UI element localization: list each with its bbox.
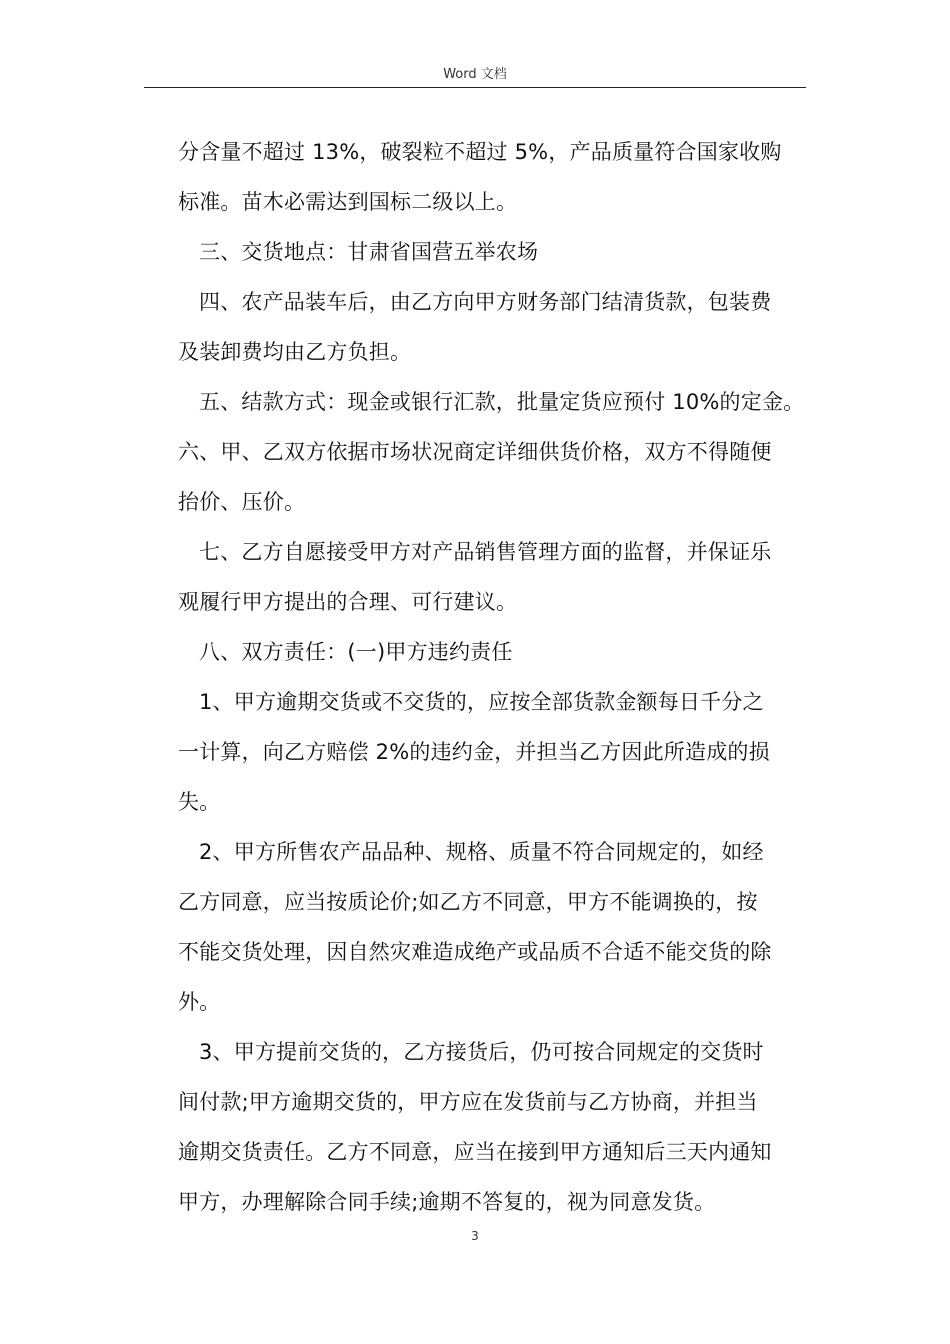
text-line: 分含量不超过 13%，破裂粒不超过 5%，产品质量符合国家收购: [178, 140, 782, 164]
text-line: 及装卸费均由乙方负担。: [178, 340, 412, 364]
text-line: 八、双方责任：(一)甲方违约责任: [199, 640, 513, 664]
text-line: 抬价、压价。: [178, 490, 306, 514]
text-line: 3、甲方提前交货的，乙方接货后，仍可按合同规定的交货时: [199, 1040, 764, 1064]
text-line: 2、甲方所售农产品品种、规格、质量不符合同规定的，如经: [199, 840, 764, 864]
text-line: 标准。苗木必需达到国标二级以上。: [178, 190, 518, 214]
page-header: Word 文档: [443, 67, 507, 82]
text-line: 一计算，向乙方赔偿 2%的违约金，并担当乙方因此所造成的损: [178, 740, 770, 764]
text-line: 失。: [178, 790, 221, 814]
text-line: 六、甲、乙双方依据市场状况商定详细供货价格，双方不得随便: [178, 440, 772, 464]
text-line: 1、甲方逾期交货或不交货的，应按全部货款金额每日千分之: [199, 690, 764, 714]
text-line: 逾期交货责任。乙方不同意，应当在接到甲方通知后三天内通知: [178, 1140, 772, 1164]
text-line: 七、乙方自愿接受甲方对产品销售管理方面的监督，并保证乐: [199, 540, 772, 564]
text-line: 四、农产品装车后，由乙方向甲方财务部门结清货款，包装费: [199, 290, 772, 314]
text-line: 不能交货处理，因自然灾难造成绝产或品质不合适不能交货的除: [178, 940, 772, 964]
page-number: 3: [471, 1229, 479, 1243]
text-line: 三、交货地点：甘肃省国营五举农场: [199, 240, 539, 264]
text-line: 乙方同意，应当按质论价;如乙方不同意，甲方不能调换的，按: [178, 890, 758, 914]
document-body: [178, 127, 818, 1227]
text-line: 间付款;甲方逾期交货的，甲方应在发货前与乙方协商，并担当: [178, 1090, 758, 1114]
header-rule: [144, 87, 806, 88]
text-line: 外。: [178, 990, 221, 1014]
text-line: 五、结款方式：现金或银行汇款，批量定货应预付 10%的定金。: [199, 390, 805, 414]
text-line: 甲方，办理解除合同手续;逾期不答复的，视为同意发货。: [178, 1190, 716, 1214]
text-line: 观履行甲方提出的合理、可行建议。: [178, 590, 518, 614]
